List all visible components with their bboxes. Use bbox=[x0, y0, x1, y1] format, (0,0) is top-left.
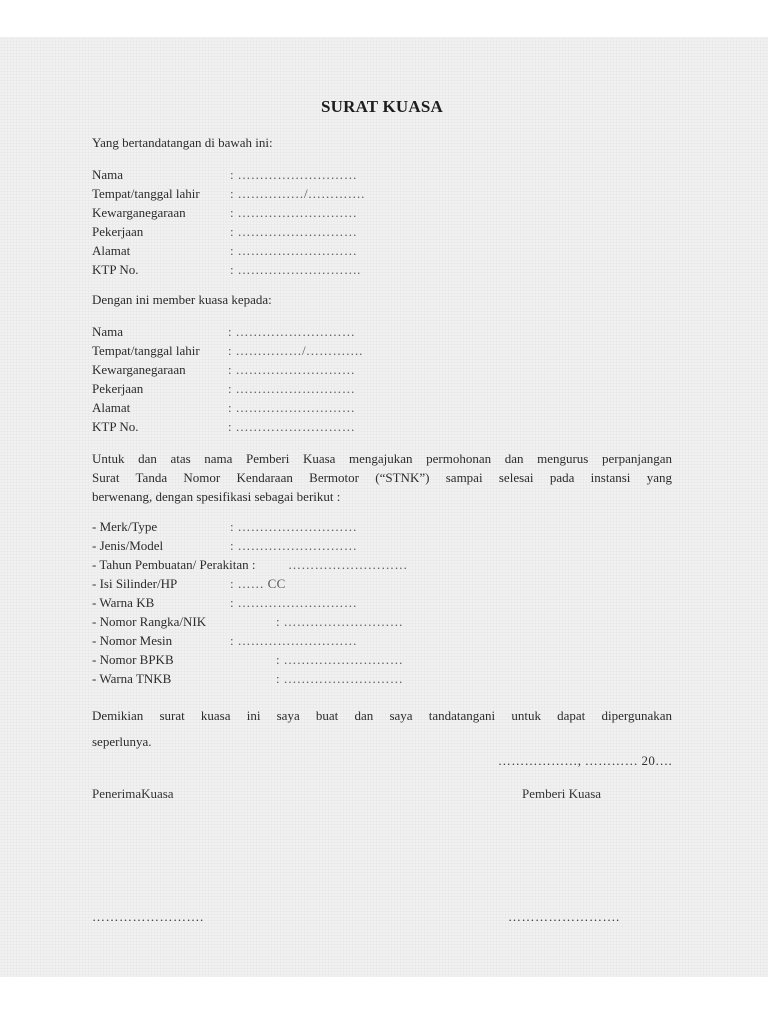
field-label: - Nomor BPKB bbox=[92, 652, 174, 667]
field-value: : ……………………… bbox=[230, 224, 358, 239]
field-label: Kewarganegaraan bbox=[92, 362, 186, 377]
field-label: KTP No. bbox=[92, 419, 139, 434]
field-label: Alamat bbox=[92, 400, 131, 415]
field-value: : ……………………… bbox=[230, 519, 358, 534]
closing-paragraph bbox=[92, 704, 672, 754]
field-value: : ……………………… bbox=[230, 633, 358, 648]
receiver-label: PenerimaKuasa bbox=[92, 786, 174, 801]
closing-line: Demikian surat kuasa ini saya buat dan saya tandatangani untuk dapat dipergunakan bbox=[92, 708, 672, 723]
field-value: ……………………… bbox=[288, 557, 408, 572]
field-label: - Merk/Type bbox=[92, 519, 158, 534]
intro-text: Yang bertandatangan di bawah ini: bbox=[92, 135, 273, 150]
field-value: : ……………/…………. bbox=[230, 186, 365, 201]
field-label: - Nomor Rangka/NIK bbox=[92, 614, 207, 629]
field-label: - Isi Silinder/HP bbox=[92, 576, 178, 591]
date-line: ………………, ………… 20…. bbox=[497, 753, 672, 768]
purpose-line: Untuk dan atas nama Pemberi Kuasa mengajukan permohonan dan mengurus perpanjangan bbox=[92, 451, 672, 466]
receiver-signature-line: ……………………. bbox=[92, 909, 204, 924]
field-value: : ……………/…………. bbox=[228, 343, 363, 358]
field-value: : ……………………… bbox=[276, 671, 404, 686]
field-value: : ……………………… bbox=[230, 167, 358, 182]
field-value: : ……………………… bbox=[230, 595, 358, 610]
document-title: SURAT KUASA bbox=[320, 97, 443, 116]
field-value: : ……………………… bbox=[228, 419, 356, 434]
field-value: : ………………………. bbox=[230, 262, 361, 277]
field-value: : ……………………… bbox=[276, 652, 404, 667]
field-label: KTP No. bbox=[92, 262, 139, 277]
field-label: Nama bbox=[92, 324, 124, 339]
field-label: Alamat bbox=[92, 243, 131, 258]
field-label: Tempat/tanggal lahir bbox=[92, 186, 200, 201]
field-value: : ……………………… bbox=[230, 538, 358, 553]
to-intro-text: Dengan ini member kuasa kepada: bbox=[92, 292, 272, 307]
field-label: - Tahun Pembuatan/ Perakitan : bbox=[92, 557, 256, 572]
field-label: - Jenis/Model bbox=[92, 538, 164, 553]
field-label: Nama bbox=[92, 167, 124, 182]
purpose-paragraph bbox=[92, 449, 672, 506]
field-value: : ……………………… bbox=[228, 362, 356, 377]
field-label: Kewarganegaraan bbox=[92, 205, 186, 220]
field-label: - Nomor Mesin bbox=[92, 633, 173, 648]
field-value: : ……………………… bbox=[230, 205, 358, 220]
field-label: Tempat/tanggal lahir bbox=[92, 343, 200, 358]
giver-label: Pemberi Kuasa bbox=[522, 786, 602, 801]
purpose-line: berwenang, dengan spesifikasi sebagai berikut : bbox=[92, 489, 341, 504]
field-label: Pekerjaan bbox=[92, 381, 144, 396]
closing-line: seperlunya. bbox=[92, 734, 152, 749]
field-value: : ……………………… bbox=[228, 400, 356, 415]
field-value: : …… CC bbox=[230, 576, 286, 591]
field-value: : ……………………… bbox=[228, 381, 356, 396]
field-label: - Warna TNKB bbox=[92, 671, 172, 686]
field-value: : ……………………… bbox=[228, 324, 356, 339]
field-label: Pekerjaan bbox=[92, 224, 144, 239]
document-page bbox=[0, 37, 768, 977]
field-label: - Warna KB bbox=[92, 595, 155, 610]
field-value: : ……………………… bbox=[230, 243, 358, 258]
giver-signature-line: ……………………. bbox=[508, 909, 620, 924]
field-value: : ……………………… bbox=[276, 614, 404, 629]
purpose-line: Surat Tanda Nomor Kendaraan Bermotor (“STNK”) sampai selesai pada instansi yang bbox=[92, 470, 672, 485]
